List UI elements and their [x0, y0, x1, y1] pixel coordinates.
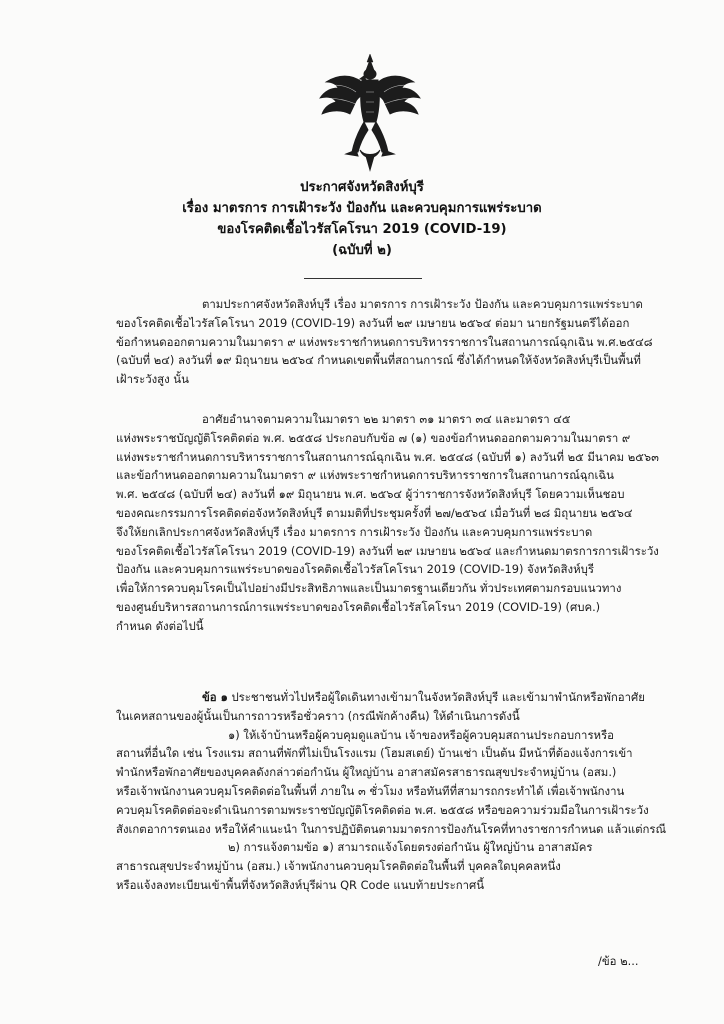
clause-1-item-1-line: สถานที่อื่นใด เช่น โรงแรม สถานที่พักที่ไม่เป็นโรงแรม (โฮมสเตย์) บ้านเช่า เป็นต้น มีหน้าที่ต้องแจ้งการเข้า — [116, 746, 633, 761]
paragraph-2-line: ของคณะกรรมการโรคติดต่อจังหวัดสิงห์บุรี ตามมติที่ประชุมครั้งที่ ๒๗/๒๕๖๔ เมื่อวันที่ ๒๘ มิถุนายน ๒๕๖๔ — [116, 505, 633, 520]
clause-1-item-1-line: ควบคุมโรคติดต่อจะดำเนินการตามพระราชบัญญัติโรคติดต่อ พ.ศ. ๒๕๕๘ หรือขอความร่วมมือในการเฝ้าระวัง — [116, 802, 649, 817]
paragraph-1-line: (ฉบับที่ ๒๔) ลงวันที่ ๑๙ มิถุนายน ๒๕๖๔ กำหนดเขตพื้นที่สถานการณ์ ซึ่งได้กำหนดให้จังหวัดสิงห์บุรีเป็นพื้นที่ — [116, 353, 641, 368]
clause-1-line: ในเคหสถานของผู้นั้นเป็นการถาวรหรือชั่วคราว (กรณีพักค้างคืน) ให้ดำเนินการดังนี้ — [116, 708, 520, 723]
clause-1-item-1-line: ๑) ให้เจ้าบ้านหรือผู้ควบคุมดูแลบ้าน เจ้าของหรือผู้ควบคุมสถานประกอบการหรือ — [228, 727, 615, 742]
clause-1-item-2-line: สาธารณสุขประจำหมู่บ้าน (อสม.) เจ้าพนักงานควบคุมโรคติดต่อในพื้นที่ บุคคลใดบุคคลหนึ่ง — [116, 859, 561, 874]
paragraph-2-line: กำหนด ดังต่อไปนี้ — [116, 618, 204, 633]
clause-1-item-1-line: สังเกตอาการตนเอง หรือให้คำแนะนำ ในการปฏิบัติตนตามมาตรการป้องกันโรคที่ทางราชการกำหนด แล้วแต่กรณี — [116, 821, 667, 836]
document-title — [120, 177, 604, 261]
title-line-4: (ฉบับที่ ๒) — [332, 243, 392, 258]
clause-1-item-1-line: หรือเจ้าพนักงานควบคุมโรคติดต่อในพื้นที่ ภายใน ๓ ชั่วโมง หรือทันทีที่สามารถกระทำได้ เพื่อเจ้าพนักงาน — [116, 783, 625, 798]
garuda-emblem — [316, 52, 424, 172]
paragraph-2-line: และข้อกำหนดออกตามความในมาตรา ๙ แห่งพระราชกำหนดการบริหารราชการในสถานการณ์ฉุกเฉิน — [116, 468, 614, 483]
clause-1 — [116, 688, 672, 895]
paragraph-1-line: ของโรคติดเชื้อไวรัสโคโรนา 2019 (COVID-19) ลงวันที่ ๒๙ เมษายน ๒๕๖๔ ต่อมา นายกรัฐมนตรีได้ออก — [116, 315, 630, 330]
title-line-1: ประกาศจังหวัดสิงห์บุรี — [300, 180, 424, 195]
clause-1-text: ประชาชนทั่วไปหรือผู้ใดเดินทางเข้ามาในจังหวัดสิงห์บุรี และเข้ามาพำนักหรือพักอาศัย — [227, 690, 645, 704]
paragraph-2 — [116, 410, 672, 636]
title-divider — [304, 278, 422, 279]
paragraph-1 — [116, 295, 672, 389]
paragraph-1-line: เฝ้าระวังสูง นั้น — [116, 372, 189, 387]
paragraph-2-line: ป้องกัน และควบคุมการแพร่ระบาดของโรคติดเชื้อไวรัสโคโรนา 2019 (COVID-19) จังหวัดสิงห์บุรี — [116, 562, 594, 577]
paragraph-2-line: พ.ศ. ๒๕๔๘ (ฉบับที่ ๒๔) ลงวันที่ ๑๙ มิถุนายน พ.ศ. ๒๕๖๔ ผู้ว่าราชการจังหวัดสิงห์บุรี โดยความเห็นชอบ — [116, 487, 625, 502]
clause-1-item-2-line: หรือแจ้งลงทะเบียนเข้าพื้นที่จังหวัดสิงห์บุรีผ่าน QR Code แนบท้ายประกาศนี้ — [116, 877, 485, 892]
paragraph-1-line: ตามประกาศจังหวัดสิงห์บุรี เรื่อง มาตรการ การเฝ้าระวัง ป้องกัน และควบคุมการแพร่ระบาด — [202, 297, 643, 311]
clause-1-item-2-line: ๒) การแจ้งตามข้อ ๑) สามารถแจ้งโดยตรงต่อกำนัน ผู้ใหญ่บ้าน อาสาสมัคร — [228, 840, 593, 855]
title-line-3: ของโรคติดเชื้อไวรัสโคโรนา 2019 (COVID-19) — [217, 222, 507, 237]
continued-reference: /ข้อ ๒... — [598, 954, 639, 968]
paragraph-2-line: ของโรคติดเชื้อไวรัสโคโรนา 2019 (COVID-19) ลงวันที่ ๒๙ เมษายน ๒๕๖๔ และกำหนดมาตรการการเฝ้าระวัง — [116, 543, 659, 558]
paragraph-2-line: จึงให้ยกเลิกประกาศจังหวัดสิงห์บุรี เรื่อง มาตรการ การเฝ้าระวัง ป้องกัน และควบคุมการแพร่ระบาด — [116, 524, 593, 539]
paragraph-2-line: อาศัยอำนาจตามความในมาตรา ๒๒ มาตรา ๓๑ มาตรา ๓๔ และมาตรา ๔๕ — [202, 412, 571, 426]
paragraph-1-line: ข้อกำหนดออกตามความในมาตรา ๙ แห่งพระราชกำหนดการบริหารราชการในสถานการณ์ฉุกเฉิน พ.ศ.๒๕๔๘ — [116, 334, 653, 349]
paragraph-2-line: ของศูนย์บริหารสถานการณ์การแพร่ระบาดของโรคติดเชื้อไวรัสโคโรนา 2019 (COVID-19) (ศบค.) — [116, 599, 601, 614]
paragraph-2-line: เพื่อให้การควบคุมโรคเป็นไปอย่างมีประสิทธิภาพและเป็นมาตรฐานเดียวกัน ทั่วประเทศตามกรอบแนวทาง — [116, 581, 622, 596]
paragraph-2-line: แห่งพระราชกำหนดการบริหารราชการในสถานการณ์ฉุกเฉิน พ.ศ. ๒๕๔๘ (ฉบับที่ ๑) ลงวันที่ ๒๕ มีนาคม ๒๕๖๓ — [116, 449, 659, 464]
paragraph-2-line: แห่งพระราชบัญญัติโรคติดต่อ พ.ศ. ๒๕๕๘ ประกอบกับข้อ ๗ (๑) ของข้อกำหนดออกตามความในมาตรา ๙ — [116, 430, 631, 445]
clause-1-line — [116, 688, 672, 707]
title-line-2: เรื่อง มาตรการ การเฝ้าระวัง ป้องกัน และควบคุมการแพร่ระบาด — [182, 201, 542, 216]
clause-1-label: ข้อ ๑ — [202, 690, 228, 704]
clause-1-item-1-line: พำนักหรือพักอาศัยของบุคคลดังกล่าวต่อกำนัน ผู้ใหญ่บ้าน อาสาสมัครสาธารณสุขประจำหมู่บ้าน (อสม.) — [116, 765, 617, 780]
